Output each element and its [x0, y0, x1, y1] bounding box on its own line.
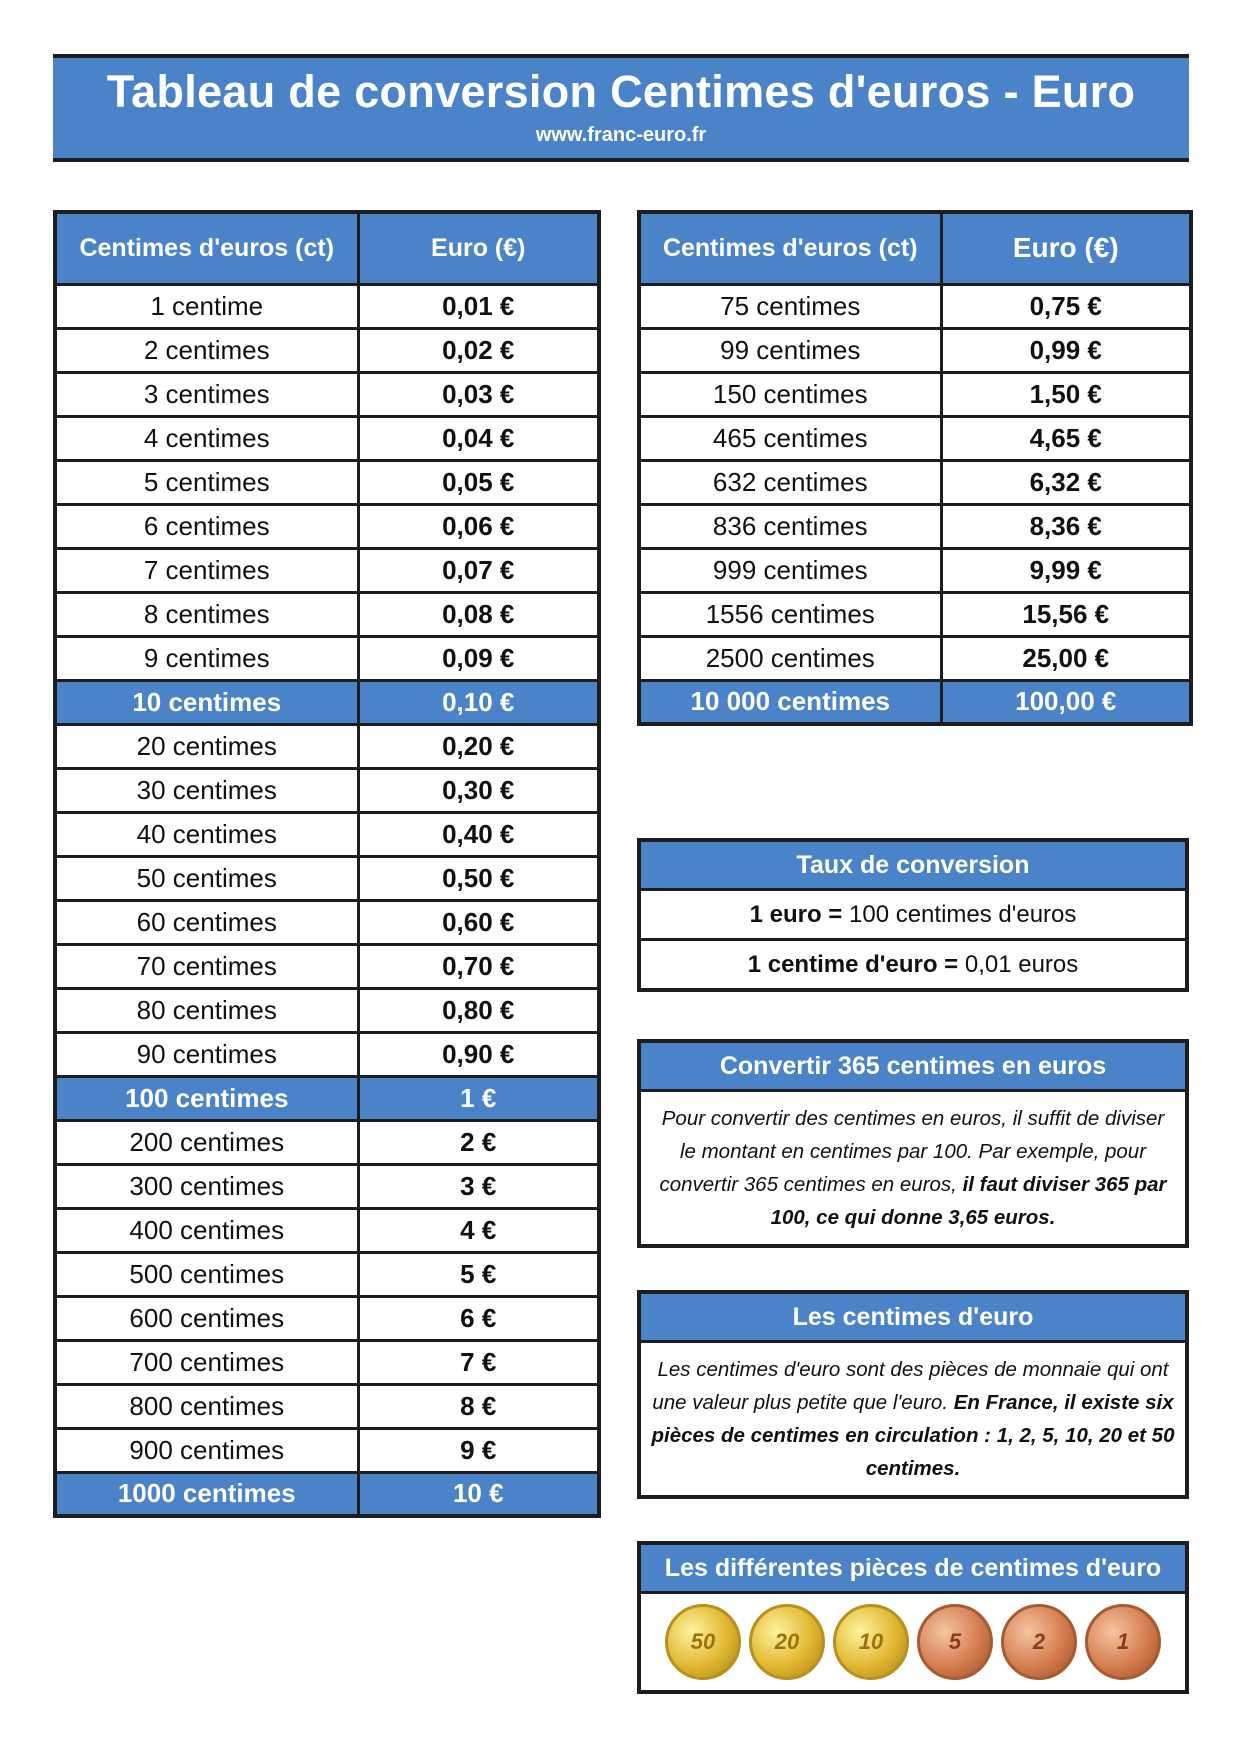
centimes-cell: 999 centimes: [639, 548, 941, 592]
table-row: [55, 1120, 599, 1164]
convertir-title: Convertir 365 centimes en euros: [641, 1043, 1185, 1092]
title-banner: [53, 54, 1189, 162]
centimes-cell: 75 centimes: [639, 284, 941, 328]
table-row: [55, 1164, 599, 1208]
euro-cell: 0,30 €: [358, 768, 599, 812]
table-row: [55, 1032, 599, 1076]
table-row: [639, 416, 1191, 460]
table-row: [55, 856, 599, 900]
pieces-box: [637, 1541, 1189, 1694]
table-row: [55, 548, 599, 592]
euro-cell: 0,08 €: [358, 592, 599, 636]
table-row: [55, 1076, 599, 1120]
euro-cell: 0,07 €: [358, 548, 599, 592]
table-row: [55, 1296, 599, 1340]
centimes-cell: 7 centimes: [55, 548, 358, 592]
centimes-cell: 8 centimes: [55, 592, 358, 636]
table-row: [639, 636, 1191, 680]
table-row: [55, 1428, 599, 1472]
taux-line-1: [641, 891, 1185, 941]
coin-1-centime-icon: 1: [1085, 1604, 1161, 1680]
table-row: [639, 460, 1191, 504]
euro-cell: 0,05 €: [358, 460, 599, 504]
euro-cell: 0,01 €: [358, 284, 599, 328]
centimes-cell: 9 centimes: [55, 636, 358, 680]
coin-5-centimes-icon: 5: [917, 1604, 993, 1680]
centimes-cell: 30 centimes: [55, 768, 358, 812]
centimes-cell: 2 centimes: [55, 328, 358, 372]
conversion-table-left: [53, 210, 601, 1518]
table-row: [639, 504, 1191, 548]
euro-cell: 5 €: [358, 1252, 599, 1296]
table-row: [55, 988, 599, 1032]
euro-cell: 6 €: [358, 1296, 599, 1340]
centimes-cell: 40 centimes: [55, 812, 358, 856]
centimes-cell: 6 centimes: [55, 504, 358, 548]
euro-cell: 8 €: [358, 1384, 599, 1428]
table-row: [55, 284, 599, 328]
centimes-cell: 465 centimes: [639, 416, 941, 460]
euro-cell: 4 €: [358, 1208, 599, 1252]
coin-2-centimes-icon: 2: [1001, 1604, 1077, 1680]
table-row: [55, 372, 599, 416]
page-title: Tableau de conversion Centimes d'euros - Euro: [106, 66, 1136, 117]
centimes-cell: 90 centimes: [55, 1032, 358, 1076]
euro-cell: 0,40 €: [358, 812, 599, 856]
table-row: [55, 460, 599, 504]
pieces-title: Les différentes pièces de centimes d'euro: [641, 1545, 1185, 1594]
centimes-cell: 900 centimes: [55, 1428, 358, 1472]
table-row: [55, 328, 599, 372]
taux-line-1-bold: 1 euro =: [749, 901, 843, 928]
euro-cell: 0,80 €: [358, 988, 599, 1032]
centimes-info-text: [641, 1343, 1185, 1495]
coin-20-centimes-icon: 20: [749, 1604, 825, 1680]
centimes-info-title: Les centimes d'euro: [641, 1294, 1185, 1343]
centimes-cell: 300 centimes: [55, 1164, 358, 1208]
euro-cell: 8,36 €: [941, 504, 1191, 548]
table-row: [55, 1252, 599, 1296]
centimes-cell: 700 centimes: [55, 1340, 358, 1384]
euro-cell: 25,00 €: [941, 636, 1191, 680]
centimes-cell: 99 centimes: [639, 328, 941, 372]
coin-50-centimes-icon: 50: [665, 1604, 741, 1680]
table-row: [55, 1384, 599, 1428]
table-row: [639, 592, 1191, 636]
euro-cell: 0,10 €: [358, 680, 599, 724]
euro-cell: 9,99 €: [941, 548, 1191, 592]
coin-10-centimes-icon: 10: [833, 1604, 909, 1680]
centimes-cell: 5 centimes: [55, 460, 358, 504]
euro-cell: 0,06 €: [358, 504, 599, 548]
table-row: [55, 416, 599, 460]
centimes-cell: 500 centimes: [55, 1252, 358, 1296]
euro-cell: 0,50 €: [358, 856, 599, 900]
table-row: [55, 724, 599, 768]
euro-cell: 0,03 €: [358, 372, 599, 416]
convertir-text-bold: il faut diviser 365 par 100, ce qui donne 3,65 euros.: [770, 1173, 1167, 1229]
table-row: [55, 680, 599, 724]
table-row: [55, 900, 599, 944]
table-row: [55, 1340, 599, 1384]
euro-cell: 0,75 €: [941, 284, 1191, 328]
euro-cell: 15,56 €: [941, 592, 1191, 636]
centimes-cell: 10 000 centimes: [639, 680, 941, 724]
euro-cell: 100,00 €: [941, 680, 1191, 724]
website-url: www.franc-euro.fr: [535, 124, 707, 146]
taux-conversion-title: Taux de conversion: [641, 842, 1185, 891]
euro-cell: 0,04 €: [358, 416, 599, 460]
convertir-box: [637, 1039, 1189, 1248]
taux-conversion-box: [637, 838, 1189, 992]
table-row: [55, 944, 599, 988]
euro-cell: 10 €: [358, 1472, 599, 1516]
centimes-cell: 632 centimes: [639, 460, 941, 504]
euro-cell: 0,02 €: [358, 328, 599, 372]
table-row: [55, 812, 599, 856]
centimes-cell: 4 centimes: [55, 416, 358, 460]
euro-cell: 2 €: [358, 1120, 599, 1164]
euro-cell: 0,70 €: [358, 944, 599, 988]
table-row: [55, 768, 599, 812]
centimes-cell: 100 centimes: [55, 1076, 358, 1120]
table-row: [55, 592, 599, 636]
table-row: [639, 548, 1191, 592]
euro-cell: 3 €: [358, 1164, 599, 1208]
column-header-euro: Euro (€): [358, 212, 599, 284]
taux-line-2-bold: 1 centime d'euro =: [747, 951, 959, 978]
euro-cell: 9 €: [358, 1428, 599, 1472]
conversion-table-right: [637, 210, 1193, 726]
table-row: [639, 372, 1191, 416]
table-row: [639, 680, 1191, 724]
euro-cell: 0,20 €: [358, 724, 599, 768]
table-row: [639, 284, 1191, 328]
table-row: [55, 636, 599, 680]
centimes-cell: 50 centimes: [55, 856, 358, 900]
table-row: [55, 1472, 599, 1516]
centimes-cell: 836 centimes: [639, 504, 941, 548]
centimes-cell: 1 centime: [55, 284, 358, 328]
column-header-centimes: Centimes d'euros (ct): [639, 212, 941, 284]
euro-cell: 1 €: [358, 1076, 599, 1120]
centimes-cell: 2500 centimes: [639, 636, 941, 680]
taux-line-2: [641, 941, 1185, 988]
centimes-cell: 80 centimes: [55, 988, 358, 1032]
euro-cell: 0,99 €: [941, 328, 1191, 372]
euro-cell: 4,65 €: [941, 416, 1191, 460]
centimes-cell: 800 centimes: [55, 1384, 358, 1428]
table-row: [55, 1208, 599, 1252]
taux-line-1-text: 100 centimes d'euros: [842, 901, 1077, 928]
centimes-cell: 20 centimes: [55, 724, 358, 768]
centimes-info-box: [637, 1290, 1189, 1499]
centimes-cell: 400 centimes: [55, 1208, 358, 1252]
euro-cell: 7 €: [358, 1340, 599, 1384]
centimes-cell: 1556 centimes: [639, 592, 941, 636]
centimes-cell: 150 centimes: [639, 372, 941, 416]
table-row: [55, 504, 599, 548]
column-header-centimes: Centimes d'euros (ct): [55, 212, 358, 284]
centimes-cell: 3 centimes: [55, 372, 358, 416]
convertir-text-normal: Pour convertir des centimes en euros, il suffit de diviser le montant en centimes par 100. Par exemple, pour convertir 365 centimes en euros,: [659, 1107, 1165, 1196]
centimes-cell: 10 centimes: [55, 680, 358, 724]
euro-cell: 1,50 €: [941, 372, 1191, 416]
centimes-info-text-bold: En France, il existe six pièces de centimes en circulation : 1, 2, 5, 10, 20 et 50 centimes.: [651, 1391, 1175, 1480]
taux-line-2-text: 0,01 euros: [958, 951, 1079, 978]
centimes-cell: 600 centimes: [55, 1296, 358, 1340]
coins-row: [641, 1594, 1185, 1690]
centimes-cell: 200 centimes: [55, 1120, 358, 1164]
centimes-cell: 60 centimes: [55, 900, 358, 944]
convertir-text: [641, 1092, 1185, 1244]
euro-cell: 6,32 €: [941, 460, 1191, 504]
centimes-cell: 70 centimes: [55, 944, 358, 988]
euro-cell: 0,90 €: [358, 1032, 599, 1076]
centimes-cell: 1000 centimes: [55, 1472, 358, 1516]
centimes-info-text-normal: Les centimes d'euro sont des pièces de monnaie qui ont une valeur plus petite que l'euro.: [652, 1358, 1169, 1414]
column-header-euro: Euro (€): [941, 212, 1191, 284]
table-row: [639, 328, 1191, 372]
euro-cell: 0,09 €: [358, 636, 599, 680]
euro-cell: 0,60 €: [358, 900, 599, 944]
